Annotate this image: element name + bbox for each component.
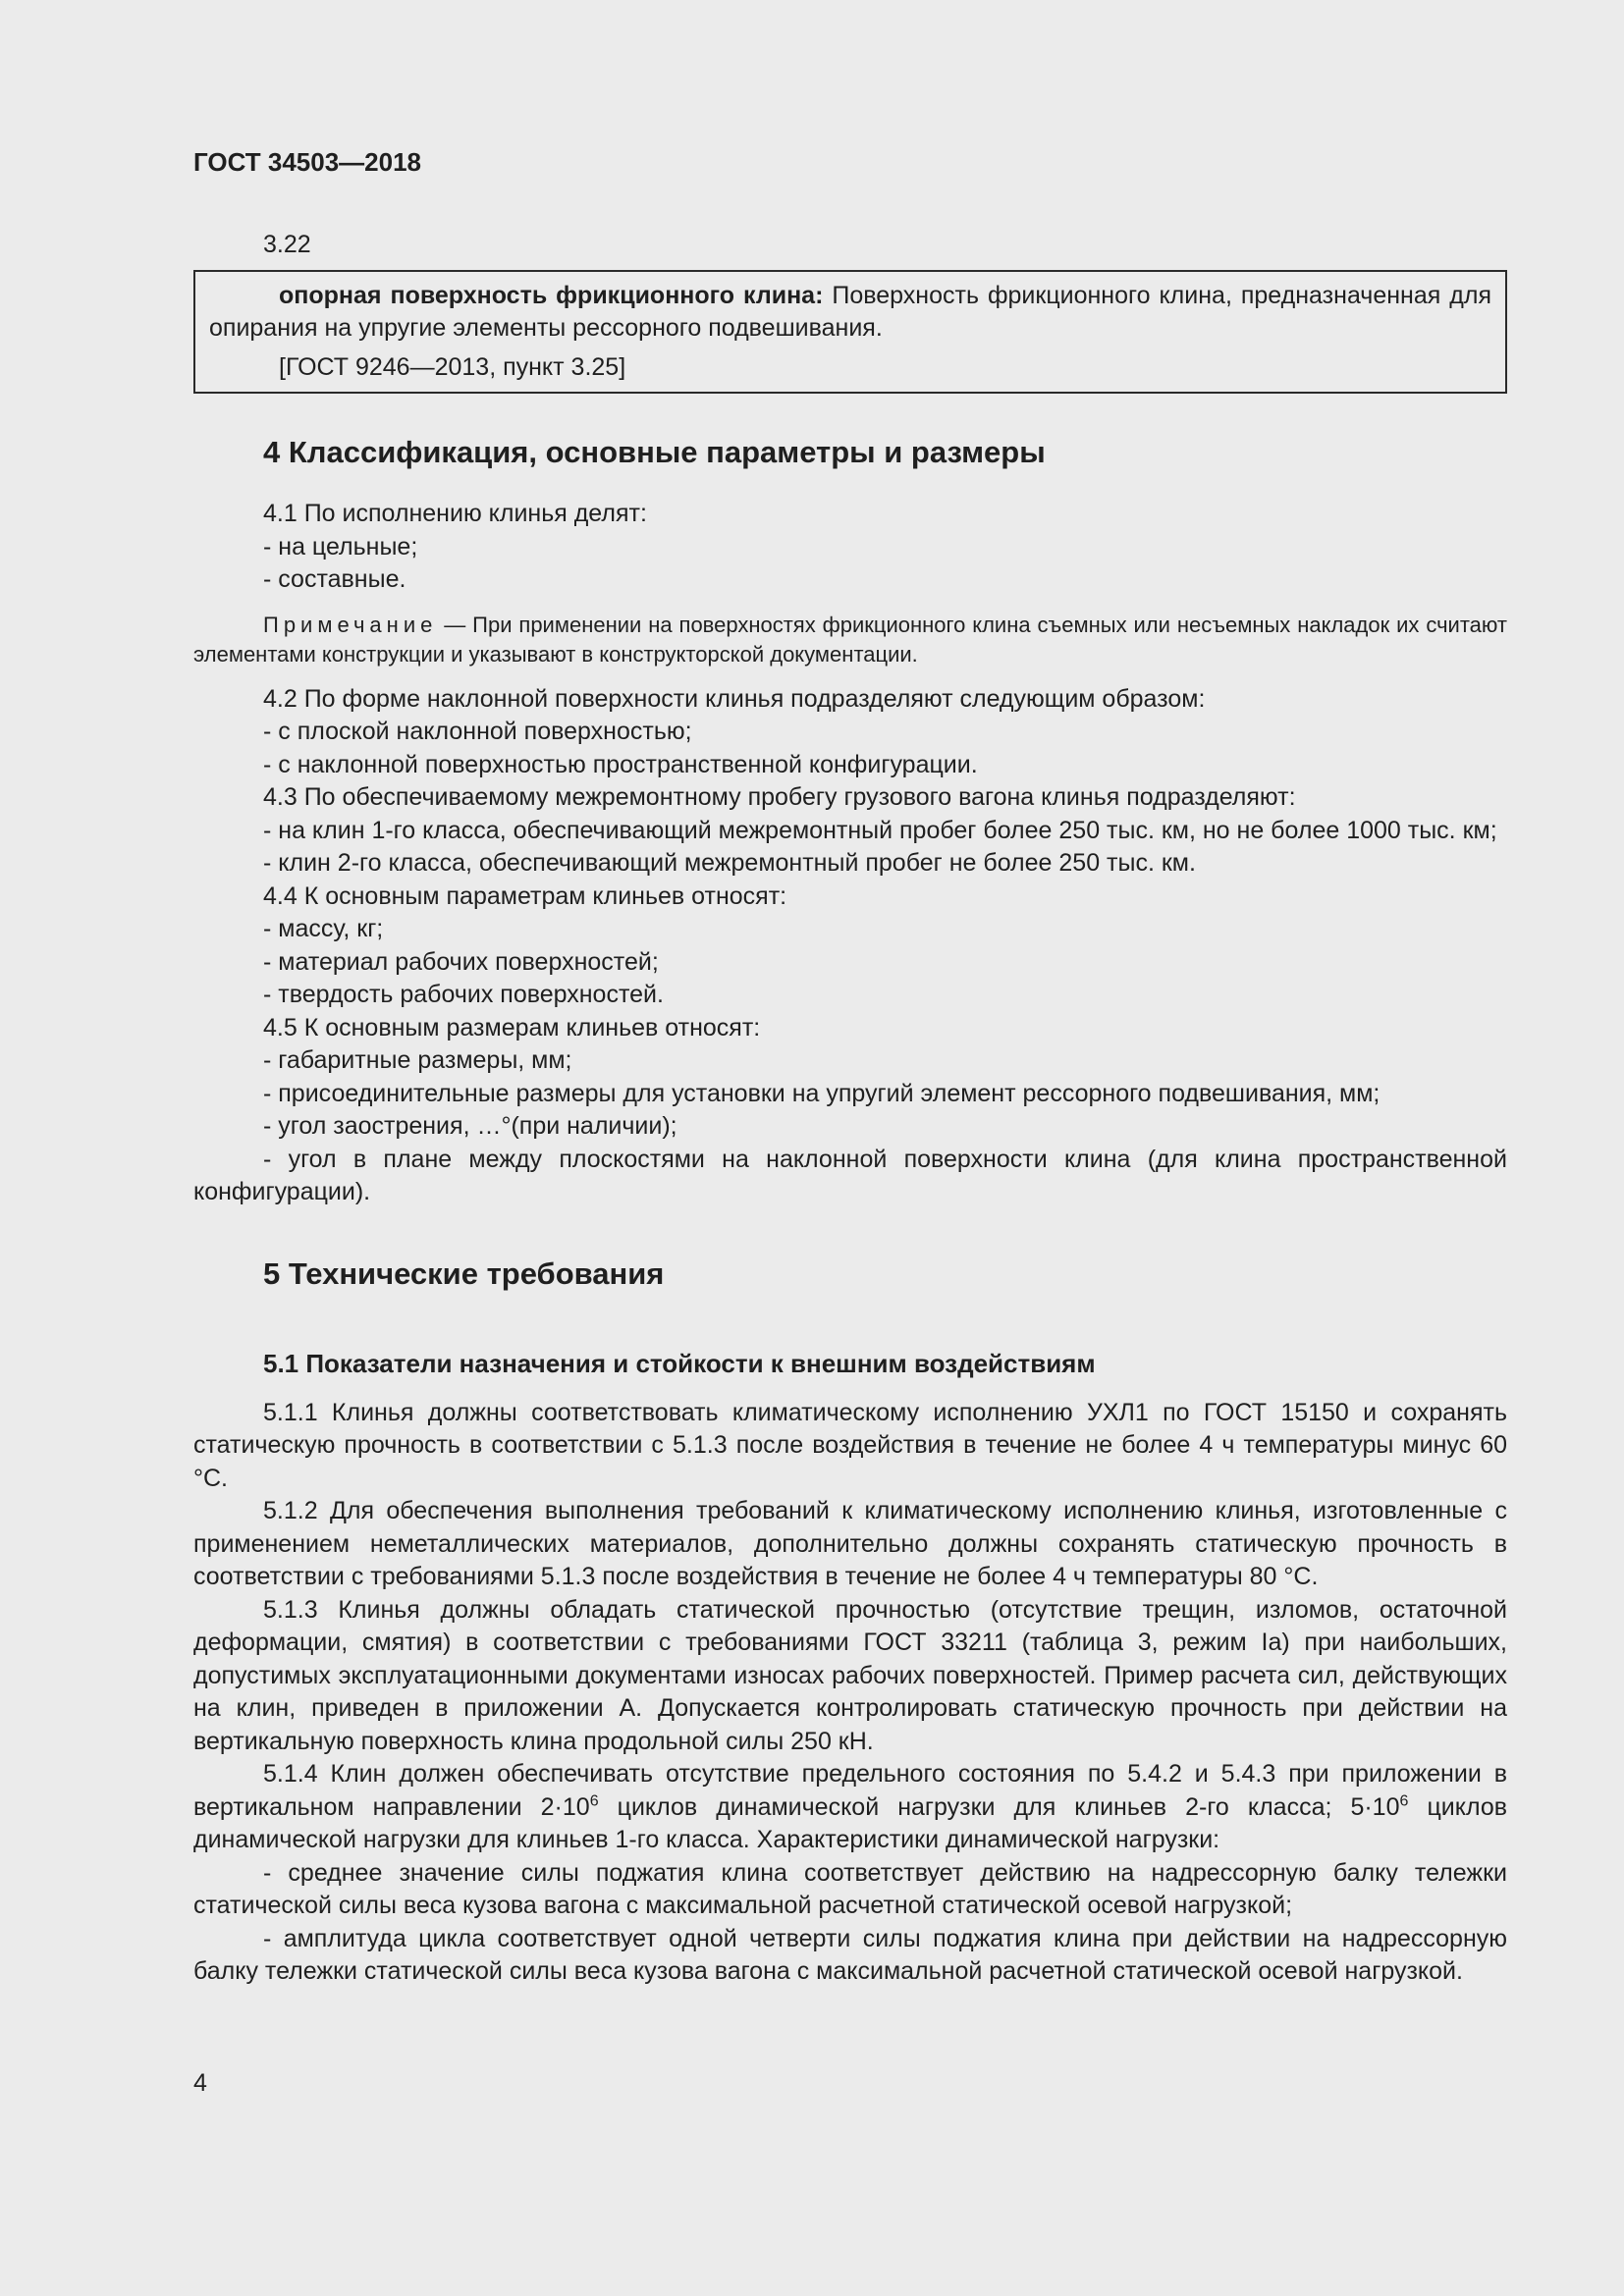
- clause-5-1-4-part-c: циклов динамической нагрузки для клиньев 1-го класса. Характеристики динамической нагрузки:: [193, 1792, 1507, 1853]
- clause-4-4: 4.4 К основным параметрам клиньев относят:: [263, 881, 787, 910]
- list-item: - клин 2-го класса, обеспечивающий межремонтный пробег не более 250 тыс. км.: [263, 849, 1196, 877]
- clause-4-3: 4.3 По обеспечиваемому межремонтному пробегу грузового вагона клинья подразделяют:: [263, 783, 1296, 811]
- clause-4-2: 4.2 По форме наклонной поверхности клинья подразделяют следующим образом:: [263, 684, 1206, 713]
- term-text: Поверхность фрикционного клина, предназначенная для опирания на упругие элементы рессорного подвешивания.: [209, 281, 1491, 342]
- term-reference: [ГОСТ 9246—2013, пункт 3.25]: [279, 352, 626, 381]
- note: [193, 611, 1507, 669]
- list-item: - среднее значение силы поджатия клина соответствует действию на надрессорную балку тележки статической силы веса кузова вагона с максимальной расчетной статической осевой нагрузкой;: [193, 1858, 1507, 1919]
- subsection-5-1-title: 5.1 Показатели назначения и стойкости к внешним воздействиям: [263, 1348, 1096, 1378]
- clause-4-1: 4.1 По исполнению клинья делят:: [263, 500, 647, 527]
- list-item: - присоединительные размеры для установки на упругий элемент рессорного подвешивания, мм;: [263, 1079, 1380, 1107]
- document-page: [193, 147, 1507, 1989]
- list-item: - на клин 1-го класса, обеспечивающий межремонтный пробег более 250 тыс. км, но не более 1000 тыс. км;: [263, 816, 1497, 844]
- list-item: - массу, кг;: [263, 915, 384, 942]
- list-item: - твердость рабочих поверхностей.: [263, 981, 664, 1008]
- section-4-title: 4 Классификация, основные параметры и размеры: [263, 435, 1046, 469]
- term-number: 3.22: [263, 231, 311, 258]
- list-item: - амплитуда цикла соответствует одной четверти силы поджатия клина при действии на надрессорную балку тележки статической силы веса кузова вагона с максимальной расчетной статической осевой нагрузкой.: [193, 1924, 1507, 1985]
- list-item: - угол в плане между плоскостями на наклонной поверхности клина (для клина пространственной конфигурации).: [193, 1145, 1507, 1205]
- clause-5-1-2: 5.1.2 Для обеспечения выполнения требований к климатическому исполнению клинья, изготовленные с применением неметаллических материалов, дополнительно должны сохранять статическую прочность в соответствии с требованиями 5.1.3 после воздействия в течение не более 4 ч температуры 80 °С.: [193, 1497, 1507, 1590]
- list-item: - габаритные размеры, мм;: [263, 1046, 572, 1074]
- note-label: Примечание: [263, 612, 438, 637]
- term-name: опорная поверхность фрикционного клина:: [279, 281, 824, 309]
- clause-5-1-4-part-b: циклов динамической нагрузки для клиньев 2-го класса; 5·10: [598, 1792, 1400, 1821]
- clause-5-1-4-part-a: 5.1.4 Клин должен обеспечивать отсутствие предельного состояния по 5.4.2 и 5.4.3 при приложении в вертикальном направлении 2·10: [193, 1760, 1507, 1821]
- exponent: 6: [1399, 1792, 1409, 1810]
- section-5-title: 5 Технические требования: [263, 1255, 665, 1291]
- list-item: - составные.: [263, 565, 406, 593]
- clause-4-5: 4.5 К основным размерам клиньев относят:: [263, 1013, 761, 1041]
- term-definition-box: [193, 270, 1507, 395]
- list-item: - на цельные;: [263, 532, 418, 561]
- clause-5-1-3: 5.1.3 Клинья должны обладать статической прочностью (отсутствие трещин, изломов, остаточной деформации, смятия) в соответствии с требованиями ГОСТ 33211 (таблица 3, режим Iа) при наибольших, допустимых эксплуатационными документами износах рабочих поверхностей. Пример расчета сил, действующих на клин, приведен в приложении А. Допускается контролировать статическую прочность при действии на вертикальную поверхность клина продольной силы 250 кН.: [193, 1595, 1507, 1755]
- term-definition: [209, 280, 1491, 346]
- document-code-header: ГОСТ 34503—2018: [193, 147, 421, 177]
- exponent: 6: [589, 1792, 599, 1810]
- clause-5-1-4: [193, 1758, 1507, 1857]
- list-item: - с наклонной поверхностью пространственной конфигурации.: [263, 750, 978, 778]
- page-number: 4: [193, 2069, 207, 2097]
- list-item: - материал рабочих поверхностей;: [263, 947, 659, 976]
- note-text: — При применении на поверхностях фрикционного клина съемных или несъемных накладок их считают элементами конструкции и указывают в конструкторской документации.: [193, 612, 1507, 667]
- list-item: - угол заострения, …°(при наличии);: [263, 1112, 677, 1140]
- clause-5-1-1: 5.1.1 Клинья должны соответствовать климатическому исполнению УХЛ1 по ГОСТ 15150 и сохранять статическую прочность в соответствии с 5.1.3 после воздействия в течение не более 4 ч температуры минус 60 °С.: [193, 1398, 1507, 1492]
- list-item: - с плоской наклонной поверхностью;: [263, 718, 692, 745]
